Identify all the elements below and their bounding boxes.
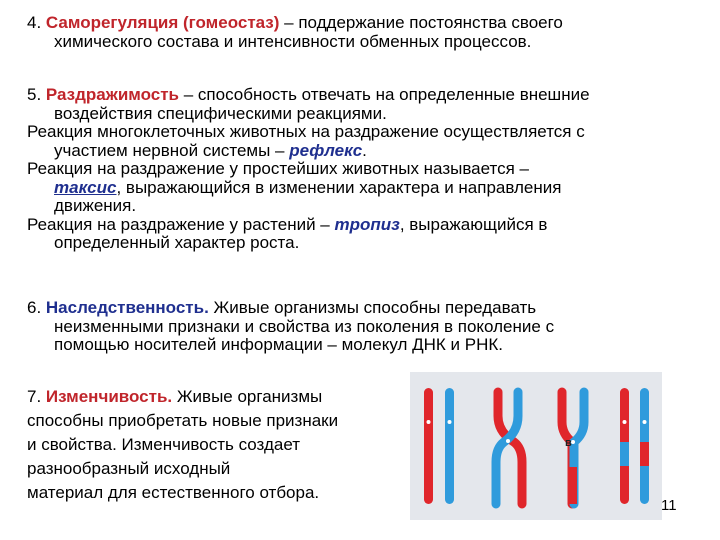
- term-irritability: Раздражимость: [45, 85, 180, 104]
- term-tropism: тропиз: [334, 214, 400, 234]
- page-number: 11: [661, 497, 677, 514]
- chromosome-crossover-image: [410, 372, 662, 520]
- chromosome-illustration: [410, 372, 662, 520]
- term-heredity: Наследственность.: [45, 298, 209, 317]
- chromosome-pair-2: [496, 392, 522, 504]
- item-5-irritability: 5. Раздражимость – способность отвечать на определенные внешние воздействия специфическими реакциями. Реакция многоклеточных животных на раздражение осуществляется с участием нервной системы – рефлекс. Реакция на раздражение у простейших животных называется – таксис, выражающийся в изменении характера и направления движения. Реакция на раздражение у растений – тропиз, выражающийся в определенный характер роста.: [27, 85, 590, 252]
- item-7-variability: 7. Изменчивость. Живые организмы способны приобретать новые признаки и свойства. Изменчивость создает разнообразный исходный материал для естественного отбора.: [27, 387, 339, 502]
- item-6-heredity: 6. Наследственность. Живые организмы способны передавать неизменными признаки и свойства из поколения в поколение с помощью носителей информации – молекул ДНК и РНК.: [27, 298, 555, 354]
- item-4-homeostasis: 4. Саморегуляция (гомеостаз) – поддержание постоянства своего химического состава и интенсивности обменных процессов.: [27, 13, 563, 51]
- chromosome-pair-4: [620, 388, 649, 504]
- term-variability: Изменчивость.: [45, 387, 173, 406]
- term-reflex: рефлекс: [289, 140, 363, 160]
- term-homeostasis: Саморегуляция (гомеостаз): [45, 13, 280, 32]
- chromosome-pair-1: [424, 388, 454, 504]
- term-taxis: таксис: [54, 177, 117, 197]
- figure-label: в: [565, 437, 572, 449]
- chromosome-pair-3: [562, 392, 584, 504]
